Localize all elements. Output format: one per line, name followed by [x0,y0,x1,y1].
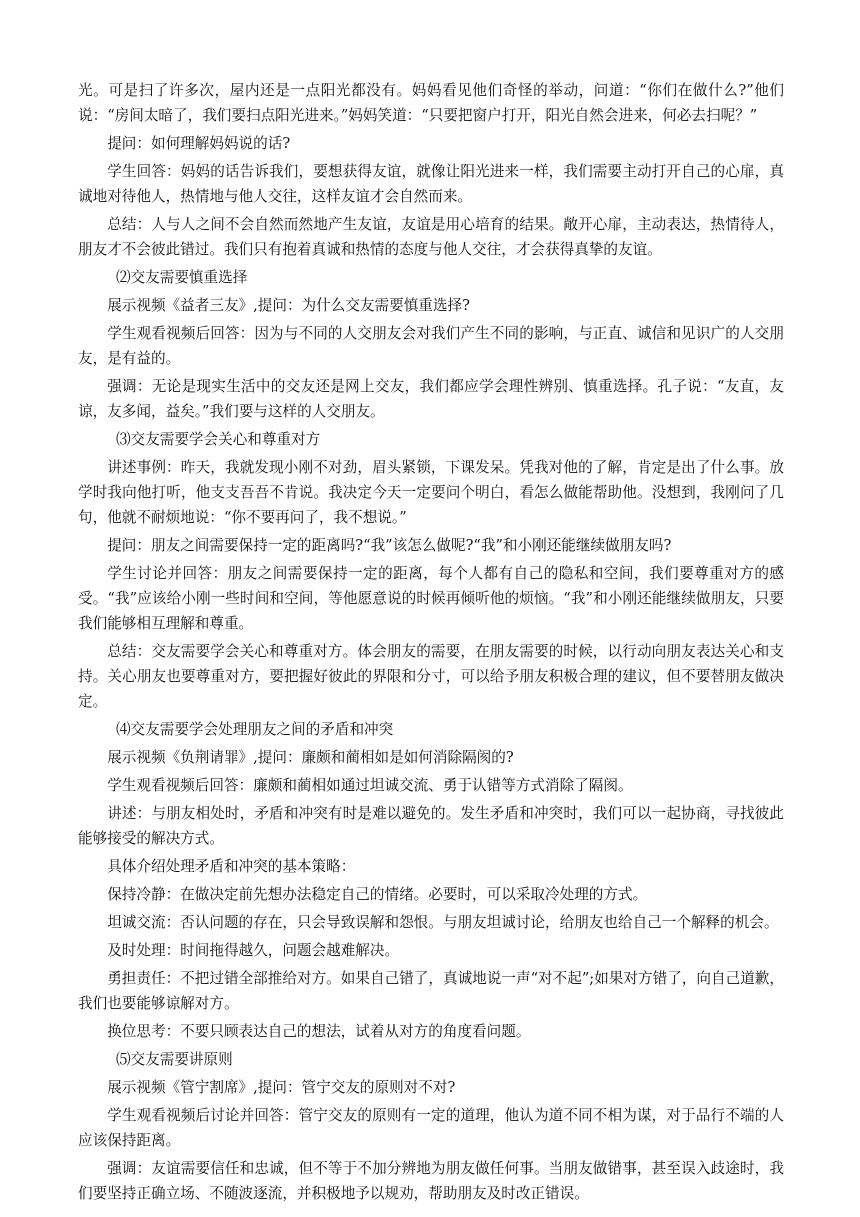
paragraph-question: 提问：朋友之间需要保持一定的距离吗?“我”该怎么做呢?“我”和小刚还能继续做朋友吗? [107,537,672,554]
section-heading-2: ⑵交友需要慎重选择 [115,269,248,286]
paragraph-student-answer: 学生回答：妈妈的话告诉我们，要想获得友谊，就像让阳光进来一样，我们需要主动打开自己的心扉，真诚地对待他人，热情地与他人交往，这样友谊才会自然而来。 [78,163,784,205]
paragraph-question: 提问：如何理解妈妈说的话? [107,135,291,152]
paragraph-video-question: 展示视频《管宁割席》,提问：管宁交友的原则对不对? [107,1079,456,1096]
paragraph-summary: 总结：人与人之间不会自然而然地产生友谊，友谊是用心培育的结果。敞开心扉，主动表达，热情待人，朋友才不会彼此错过。我们只有抱着真诚和热情的态度与他人交往，才会获得真挚的友谊。 [78,216,784,258]
paragraph-strategy-timely: 及时处理：时间拖得越久，问题会越难解决。 [107,942,400,959]
section-heading-4: ⑷交友需要学会处理朋友之间的矛盾和冲突 [115,721,394,738]
paragraph-strategy-calm: 保持冷静：在做决定前先想办法稳定自己的情绪。必要时，可以采取冷处理的方式。 [107,886,648,903]
section-heading-5: ⑸交友需要讲原则 [115,1051,233,1068]
paragraph-emphasis: 强调：无论是现实生活中的交友还是网上交友，我们都应学会理性辨别、慎重选择。孔子说：“友直，友谅，友多闻，益矣。”我们要与这样的人交朋友。 [78,378,784,420]
paragraph-student-discussion: 学生讨论并回答：朋友之间需要保持一定的距离，每个人都有自己的隐私和空间，我们要尊重对方的感受。“我”应该给小刚一些时间和空间，等他愿意说的时候再倾听他的烦恼。“我”和小刚还能继续做朋友，只要我们能够相互理解和尊重。 [78,565,784,632]
paragraph-strategy-empathy: 换位思考：不要只顾表达自己的想法，试着从对方的角度看问题。 [107,1023,531,1040]
document-page [78,78,784,1209]
paragraph-student-answer: 学生观看视频后回答：因为与不同的人交朋友会对我们产生不同的影响，与正直、诚信和见识广的人交朋友，是有益的。 [78,325,784,367]
paragraph-strategy-responsibility: 勇担责任：不把过错全部推给对方。如果自己错了，真诚地说一声“对不起”;如果对方错了，向自己道歉，我们也要能够谅解对方。 [78,970,784,1012]
paragraph-strategies-intro: 具体介绍处理矛盾和冲突的基本策略： [107,858,356,875]
paragraph-explanation: 讲述：与朋友相处时，矛盾和冲突有时是难以避免的。发生矛盾和冲突时，我们可以一起协商，寻找彼此能够接受的解决方式。 [78,805,784,847]
paragraph-emphasis: 强调：友谊需要信任和忠诚，但不等于不加分辨地为朋友做任何事。当朋友做错事，甚至误入歧途时，我们要坚持正确立场、不随波逐流，并积极地予以规劝，帮助朋友及时改正错误。 [78,1160,784,1202]
paragraph-student-answer: 学生观看视频后回答：廉颇和蔺相如通过坦诚交流、勇于认错等方式消除了隔阂。 [107,777,633,794]
paragraph-strategy-communicate: 坦诚交流：否认问题的存在，只会导致误解和怨恨。与朋友坦诚讨论，给朋友也给自己一个解释的机会。 [107,914,779,931]
paragraph-student-discussion: 学生观看视频后讨论并回答：管宁交友的原则有一定的道理，他认为道不同不相为谋，对于品行不端的人应该保持距离。 [78,1107,784,1149]
paragraph-video-question: 展示视频《负荆请罪》,提问：廉颇和蔺相如是如何消除隔阂的? [107,749,514,766]
paragraph-summary: 总结：交友需要学会关心和尊重对方。体会朋友的需要，在朋友需要的时候，以行动向朋友表达关心和支持。关心朋友也要尊重对方，要把握好彼此的界限和分寸，可以给予朋友积极合理的建议，但不要替朋友做决定。 [78,643,784,710]
section-heading-3: ⑶交友需要学会关心和尊重对方 [115,431,321,448]
paragraph-story: 讲述事例：昨天，我就发现小刚不对劲，眉头紧锁，下课发呆。凭我对他的了解，肯定是出了什么事。放学时我向他打听，他支支吾吾不肯说。我决定今天一定要问个明白，看怎么做能帮助他。没想到，我刚问了几句，他就不耐烦地说：“你不要再问了，我不想说。” [78,459,784,526]
paragraph-story-ending: 光。可是扫了许多次，屋内还是一点阳光都没有。妈妈看见他们奇怪的举动，问道：“你们在做什么?”他们说：“房间太暗了，我们要扫点阳光进来。”妈妈笑道：“只要把窗户打开，阳光自然会进来，何必去扫呢？” [78,82,784,124]
paragraph-video-question: 展示视频《益者三友》,提问：为什么交友需要慎重选择? [107,297,470,314]
